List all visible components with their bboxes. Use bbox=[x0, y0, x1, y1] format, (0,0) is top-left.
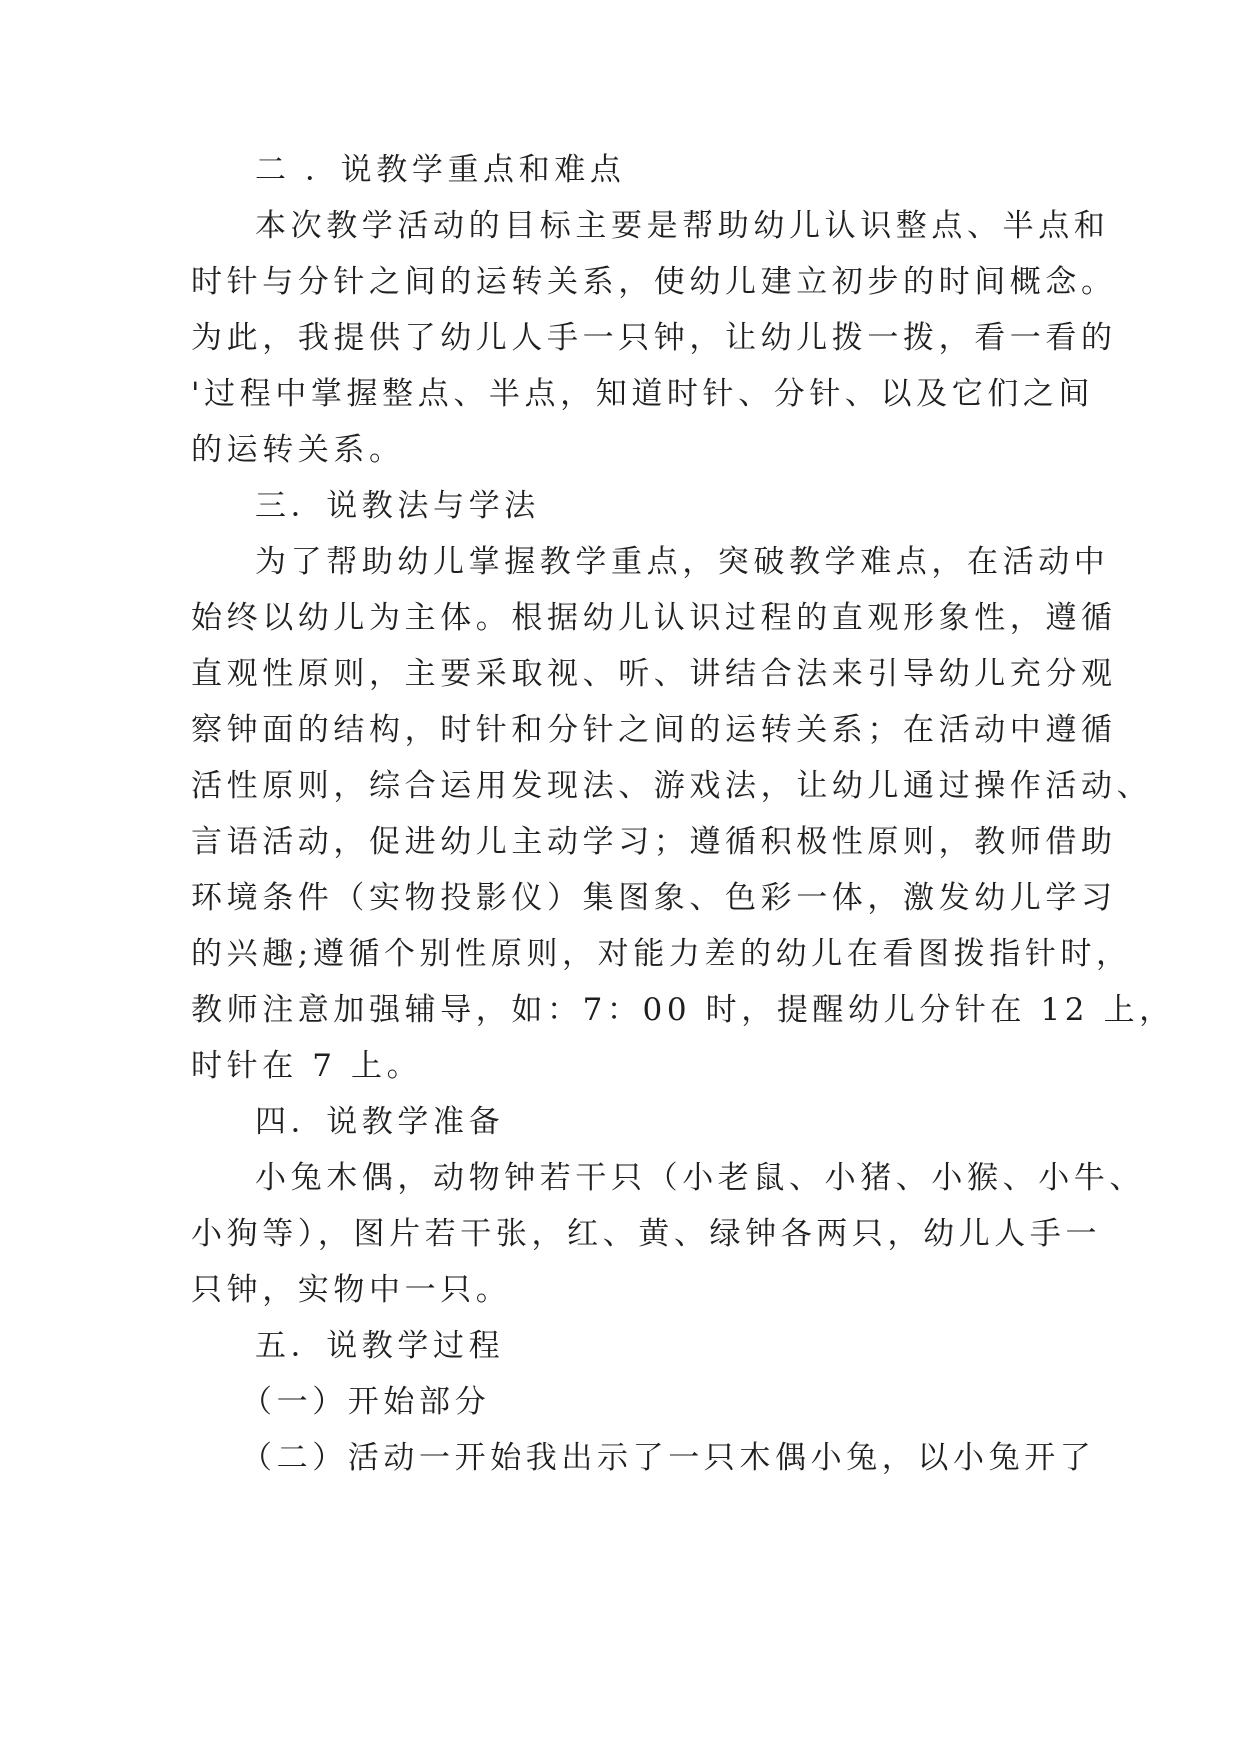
paragraph-line: 环境条件（实物投影仪）集图象、色彩一体，激发幼儿学习 bbox=[191, 880, 1117, 916]
paragraph-line: 活性原则，综合运用发现法、游戏法，让幼儿通过操作活动、 bbox=[191, 768, 1153, 804]
paragraph-line: 为了帮助幼儿掌握教学重点，突破教学难点，在活动中 bbox=[255, 544, 1110, 580]
paragraph-line: 小兔木偶，动物钟若干只（小老鼠、小猪、小猴、小牛、 bbox=[255, 1160, 1145, 1196]
paragraph-line: 只钟，实物中一只。 bbox=[191, 1272, 512, 1308]
section-heading-2: 二 ．说教学重点和难点 bbox=[255, 152, 626, 188]
paragraph-line: '过程中掌握整点、半点，知道时针、分针、以及它们之间 bbox=[191, 376, 1095, 412]
paragraph-line: 小狗等），图片若干张，红、黄、绿钟各两只，幼儿人手一 bbox=[191, 1216, 1102, 1252]
paragraph-line: 言语活动，促进幼儿主动学习；遵循积极性原则，教师借助 bbox=[191, 824, 1117, 860]
section-heading-3: 三．说教法与学法 bbox=[255, 488, 540, 524]
subsection-heading: （一）开始部分 bbox=[241, 1384, 491, 1420]
paragraph-line: 为此，我提供了幼儿人手一只钟，让幼儿拨一拨，看一看的 bbox=[191, 320, 1117, 356]
paragraph-line: 时针与分针之间的运转关系，使幼儿建立初步的时间概念。 bbox=[191, 264, 1117, 300]
paragraph-line: 教师注意加强辅导，如：7：00 时，提醒幼儿分针在 12 上， bbox=[191, 992, 1175, 1028]
paragraph-line: 的兴趣;遵循个别性原则，对能力差的幼儿在看图拨指针时， bbox=[191, 936, 1132, 972]
paragraph-line: （二）活动一开始我出示了一只木偶小兔，以小兔开了 bbox=[241, 1440, 1096, 1476]
paragraph-line: 本次教学活动的目标主要是帮助幼儿认识整点、半点和 bbox=[255, 208, 1110, 244]
paragraph-line: 的运转关系。 bbox=[191, 432, 405, 468]
paragraph-line: 察钟面的结构，时针和分针之间的运转关系；在活动中遵循 bbox=[191, 712, 1117, 748]
paragraph-line: 始终以幼儿为主体。根据幼儿认识过程的直观形象性，遵循 bbox=[191, 600, 1117, 636]
paragraph-line: 时针在 7 上。 bbox=[191, 1048, 423, 1084]
section-heading-5: 五．说教学过程 bbox=[255, 1328, 505, 1364]
section-heading-4: 四．说教学准备 bbox=[255, 1104, 505, 1140]
paragraph-line: 直观性原则，主要采取视、听、讲结合法来引导幼儿充分观 bbox=[191, 656, 1117, 692]
